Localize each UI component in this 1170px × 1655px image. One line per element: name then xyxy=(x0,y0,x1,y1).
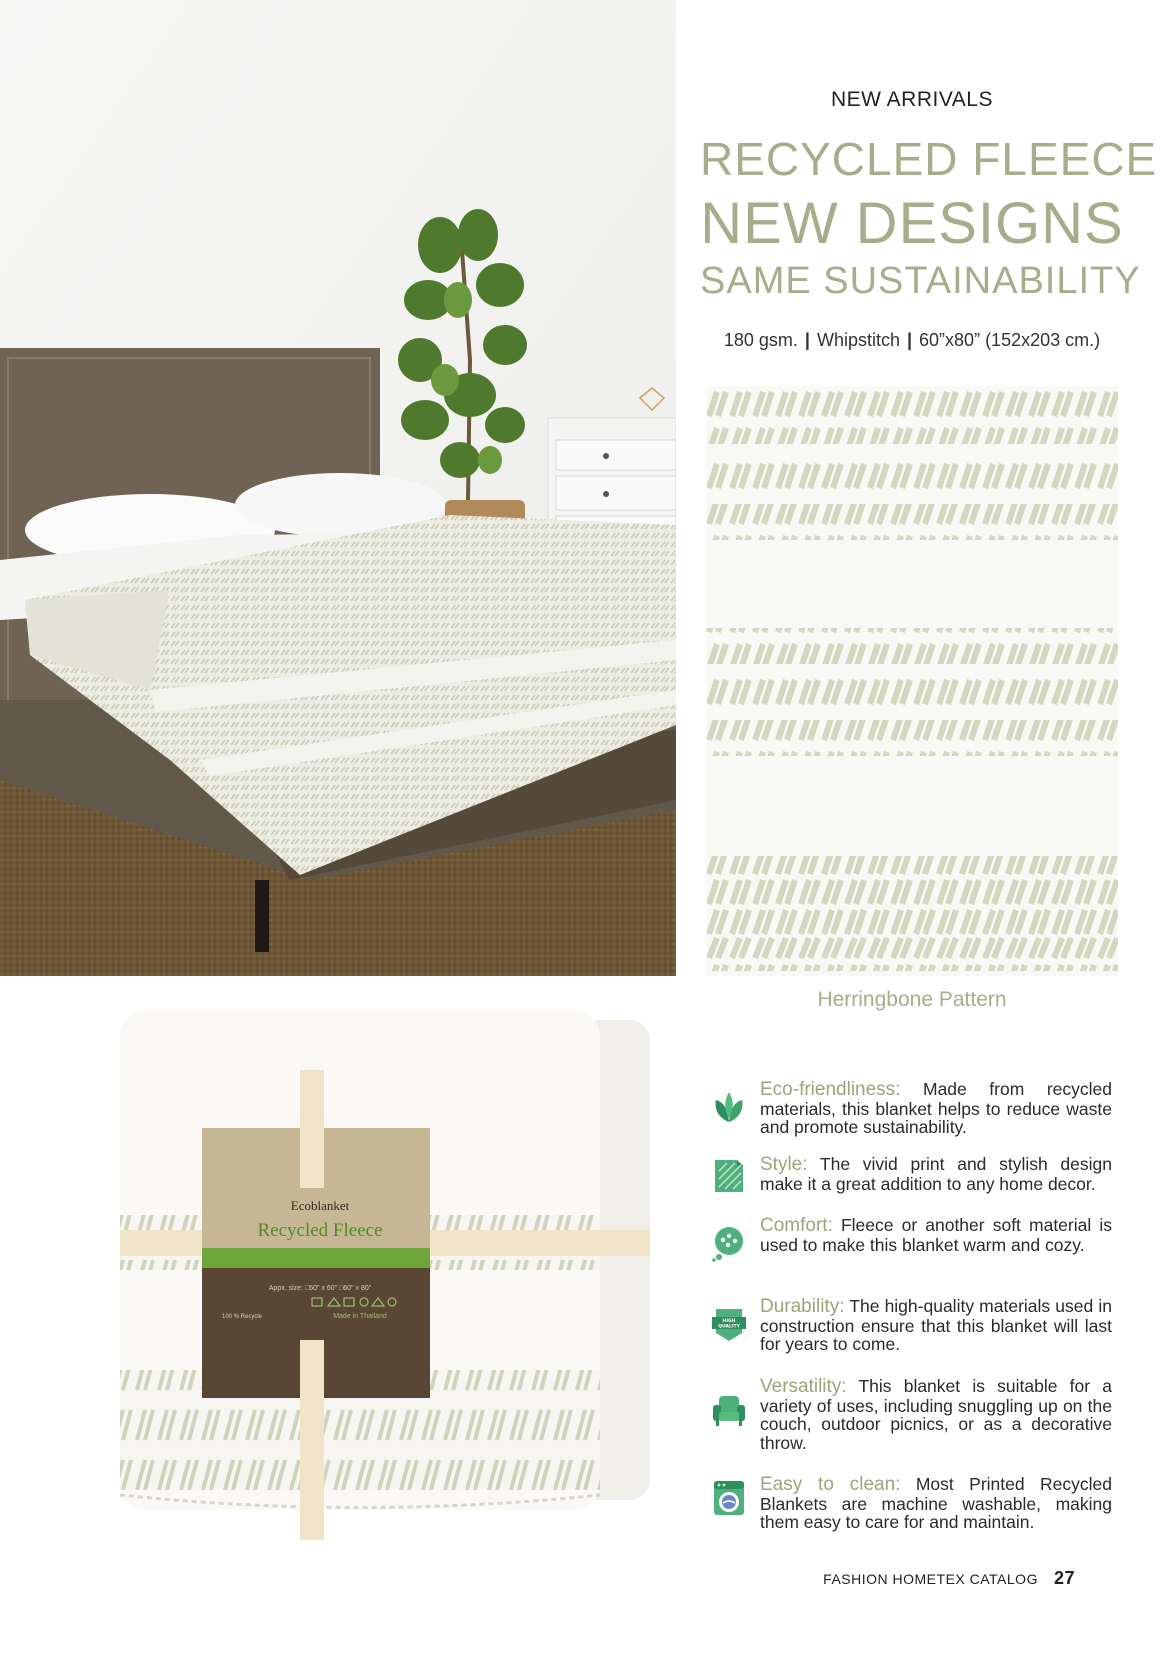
folded-blanket-photo xyxy=(90,1000,670,1540)
spec-stitch: Whipstitch xyxy=(816,330,900,350)
label-origin: Made in Thailand xyxy=(333,1313,387,1320)
badge-text-high: HIGH xyxy=(722,1319,736,1324)
feature-body: The high-quality materials used in construction ensure that this blanket will last for years to come. xyxy=(760,1296,1112,1354)
fabric-icon xyxy=(710,1157,748,1195)
quality-badge-icon xyxy=(710,1305,748,1343)
page-footer xyxy=(823,1568,1075,1589)
headline-same-sustainability: SAME SUSTAINABILITY xyxy=(700,260,1141,302)
feature-title: Eco-friendliness: xyxy=(760,1079,901,1100)
feature-title: Durability: xyxy=(760,1296,845,1317)
label-recycle: 100 % Recycle xyxy=(221,1314,263,1320)
spec-weight: 180 gsm. xyxy=(723,330,798,350)
spec-separator: | xyxy=(906,330,913,350)
page-number: 27 xyxy=(1053,1568,1075,1588)
headline-recycled-fleece: RECYCLED FLEECE xyxy=(700,133,1158,185)
swatch-caption: Herringbone Pattern xyxy=(817,988,1007,1011)
bed-photo xyxy=(0,0,676,976)
feature-title: Comfort: xyxy=(760,1215,833,1236)
folded-blanket-illustration xyxy=(90,1000,670,1540)
spec-size: 60”x80” (152x203 cm.) xyxy=(919,330,1101,350)
feature-title: Easy to clean: xyxy=(760,1474,901,1495)
armchair-icon xyxy=(710,1391,748,1429)
comfort-cloud-icon xyxy=(710,1224,748,1262)
catalog-name: FASHION HOMETEX CATALOG xyxy=(823,1571,1038,1587)
label-size-line: Appx. size: □50" x 60" □60" x 80" xyxy=(268,1285,372,1292)
feature-body: Most Printed Recycled Blankets are machine washable, making them easy to care for and maintain. xyxy=(760,1474,1112,1532)
feature-body: Fleece or another soft material is used to make this blanket warm and cozy. xyxy=(760,1215,1112,1255)
headline-new-designs: NEW DESIGNS xyxy=(700,191,1124,256)
feature-body: Made from recycled materials, this blanket helps to reduce waste and promote sustainability. xyxy=(760,1079,1112,1137)
herringbone-swatch xyxy=(706,386,1118,976)
leaf-icon xyxy=(710,1088,748,1126)
section-eyebrow: NEW ARRIVALS xyxy=(831,88,993,111)
herringbone-pattern-image xyxy=(706,386,1118,976)
label-brand: Ecoblanket xyxy=(290,1198,350,1213)
spec-separator: | xyxy=(804,330,810,350)
washing-machine-icon xyxy=(710,1479,748,1517)
product-specs xyxy=(706,330,1118,351)
feature-title: Style: xyxy=(760,1154,808,1175)
feature-body: This blanket is suitable for a variety of uses, including snuggling up on the couch, outdoor picnics, or as a decorative throw. xyxy=(760,1376,1112,1453)
label-product-name: Recycled Fleece xyxy=(257,1220,383,1241)
feature-body: The vivid print and stylish design make it a great addition to any home decor. xyxy=(760,1154,1112,1194)
badge-text-quality: QUALITY xyxy=(718,1324,740,1330)
feature-title: Versatility: xyxy=(760,1376,847,1397)
bed-scene-illustration xyxy=(0,0,676,976)
